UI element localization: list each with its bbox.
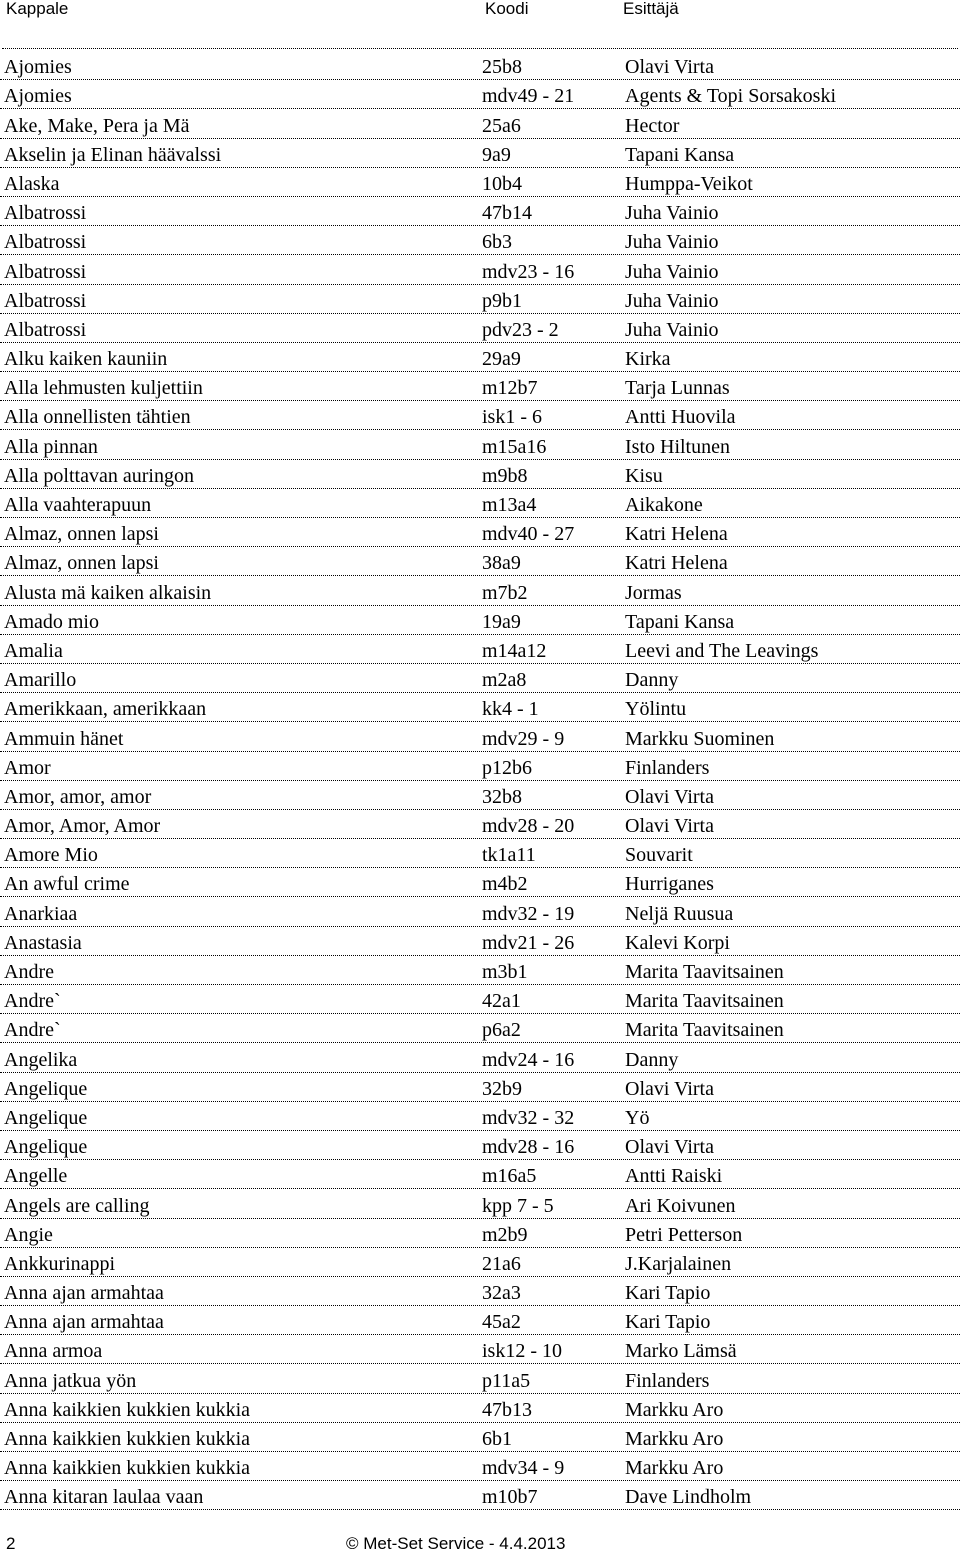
song-title: Albatrossi xyxy=(4,289,87,312)
song-title: Albatrossi xyxy=(4,202,87,225)
song-code: isk12 - 10 xyxy=(482,1340,562,1363)
table-row xyxy=(0,868,960,897)
artist-name: Markku Aro xyxy=(625,1398,724,1421)
copyright: © Met-Set Service - 4.4.2013 xyxy=(346,1534,566,1553)
song-code: m10b7 xyxy=(482,1486,538,1509)
header-divider xyxy=(2,48,958,49)
artist-name: Yölintu xyxy=(625,698,687,721)
artist-name: Hurriganes xyxy=(625,873,714,896)
artist-name: Katri Helena xyxy=(625,523,728,546)
song-code: mdv40 - 27 xyxy=(482,523,575,546)
artist-name: Jormas xyxy=(625,581,682,604)
artist-name: Neljä Ruusua xyxy=(625,902,734,925)
artist-name: Juha Vainio xyxy=(625,318,719,341)
song-title: Anastasia xyxy=(4,931,82,954)
table-row xyxy=(0,1160,960,1189)
song-code: 32a3 xyxy=(482,1282,521,1305)
artist-name: Souvarit xyxy=(625,844,693,867)
song-title: Ankkurinappi xyxy=(4,1252,116,1275)
song-title: Alla polttavan auringon xyxy=(4,464,194,487)
song-title: Ake, Make, Pera ja Mä xyxy=(4,114,190,137)
song-title: Amore Mio xyxy=(4,844,98,867)
table-row xyxy=(0,255,960,284)
artist-name: Kari Tapio xyxy=(625,1282,711,1305)
song-title: Anna kaikkien kukkien kukkia xyxy=(4,1428,251,1450)
table-row xyxy=(0,1335,960,1364)
table-row xyxy=(0,460,960,489)
table-row xyxy=(0,489,960,518)
artist-name: Juha Vainio xyxy=(625,289,719,312)
song-code: m16a5 xyxy=(482,1165,537,1188)
table-row xyxy=(0,576,960,605)
table-row xyxy=(0,1481,960,1510)
song-title: Anna armoa xyxy=(4,1340,103,1363)
table-row xyxy=(0,722,960,751)
artist-name: Yö xyxy=(625,1106,650,1129)
song-code: 6b1 xyxy=(482,1428,512,1450)
song-code: 19a9 xyxy=(482,610,521,633)
table-row xyxy=(0,1219,960,1248)
table-row xyxy=(0,197,960,226)
song-title: Ammuin hänet xyxy=(4,727,124,750)
table-row xyxy=(0,1248,960,1277)
table-row xyxy=(0,1423,960,1452)
artist-name: Juha Vainio xyxy=(625,202,719,225)
artist-name: Olavi Virta xyxy=(625,56,714,79)
table-row xyxy=(0,1102,960,1131)
artist-name: Olavi Virta xyxy=(625,785,714,808)
song-code: 29a9 xyxy=(482,348,521,371)
song-title: Angelique xyxy=(4,1106,88,1129)
artist-name: Ari Koivunen xyxy=(625,1194,736,1217)
artist-name: Dave Lindholm xyxy=(625,1486,752,1509)
artist-name: Antti Raiski xyxy=(625,1165,723,1188)
artist-name: Olavi Virta xyxy=(625,815,714,838)
song-code: m15a16 xyxy=(482,435,547,458)
artist-name: Tapani Kansa xyxy=(625,143,735,166)
song-code: 47b14 xyxy=(482,202,532,225)
song-code: mdv32 - 32 xyxy=(482,1106,575,1129)
artist-name: Kalevi Korpi xyxy=(625,931,730,954)
song-title: Almaz, onnen lapsi xyxy=(4,523,159,546)
song-title: Alusta mä kaiken alkaisin xyxy=(4,581,212,604)
song-title: Angelle xyxy=(4,1165,68,1188)
table-row xyxy=(0,752,960,781)
song-title: Anna kaikkien kukkien kukkia xyxy=(4,1457,251,1480)
song-code: mdv24 - 16 xyxy=(482,1048,575,1071)
song-code: 38a9 xyxy=(482,552,521,575)
song-title: Almaz, onnen lapsi xyxy=(4,552,159,575)
song-list xyxy=(0,51,960,1510)
song-title: Andre` xyxy=(4,990,61,1013)
song-code: m4b2 xyxy=(482,873,528,896)
song-code: p11a5 xyxy=(482,1369,531,1392)
table-row xyxy=(0,109,960,138)
table-row xyxy=(0,927,960,956)
table-row xyxy=(0,1131,960,1160)
table-row xyxy=(0,1014,960,1043)
artist-name: Juha Vainio xyxy=(625,260,719,283)
song-title: Angelique xyxy=(4,1136,88,1159)
song-code: 32b9 xyxy=(482,1077,522,1100)
table-row xyxy=(0,635,960,664)
song-code: mdv21 - 26 xyxy=(482,931,575,954)
song-code: p6a2 xyxy=(482,1019,521,1042)
song-code: 47b13 xyxy=(482,1398,532,1421)
song-title: Alla pinnan xyxy=(4,435,98,458)
artist-name: Markku Aro xyxy=(625,1457,724,1480)
table-row xyxy=(0,314,960,343)
song-title: Amor, Amor, Amor xyxy=(4,815,161,838)
table-row xyxy=(0,139,960,168)
song-code: mdv32 - 19 xyxy=(482,902,575,925)
song-code: p12b6 xyxy=(482,756,532,779)
song-code: pdv23 - 2 xyxy=(482,318,559,341)
song-title: Amado mio xyxy=(4,610,99,633)
table-row xyxy=(0,897,960,926)
artist-name: Marko Lämsä xyxy=(625,1340,737,1363)
table-row xyxy=(0,781,960,810)
artist-name: Finlanders xyxy=(625,756,710,779)
song-title: Anarkiaa xyxy=(4,902,78,925)
song-code: m2a8 xyxy=(482,669,527,692)
table-row xyxy=(0,372,960,401)
song-title: Ajomies xyxy=(4,85,72,108)
table-row xyxy=(0,430,960,459)
song-title: Albatrossi xyxy=(4,260,87,283)
song-code: mdv28 - 20 xyxy=(482,815,575,838)
song-title: Albatrossi xyxy=(4,231,87,254)
song-code: m3b1 xyxy=(482,961,528,983)
artist-name: Markku Aro xyxy=(625,1428,724,1450)
table-row xyxy=(0,518,960,547)
artist-name: Tapani Kansa xyxy=(625,610,735,633)
table-row xyxy=(0,1364,960,1393)
table-row xyxy=(0,606,960,635)
song-code: mdv34 - 9 xyxy=(482,1457,565,1480)
song-title: Alaska xyxy=(4,172,60,195)
artist-name: Humppa-Veikot xyxy=(625,172,753,195)
song-code: m9b8 xyxy=(482,464,528,487)
table-row xyxy=(0,956,960,985)
table-row xyxy=(0,168,960,197)
artist-name: Markku Suominen xyxy=(625,727,775,750)
song-code: m7b2 xyxy=(482,581,528,604)
table-row xyxy=(0,985,960,1014)
table-row xyxy=(0,1277,960,1306)
table-row xyxy=(0,343,960,372)
table-row xyxy=(0,1189,960,1218)
header-song: Kappale xyxy=(6,0,69,18)
table-row xyxy=(0,810,960,839)
song-title: Amalia xyxy=(4,639,63,662)
song-title: Anna ajan armahtaa xyxy=(4,1282,164,1305)
artist-name: Olavi Virta xyxy=(625,1136,714,1159)
column-header xyxy=(0,0,960,22)
table-row xyxy=(0,1043,960,1072)
song-code: 21a6 xyxy=(482,1252,521,1275)
table-row xyxy=(0,1452,960,1481)
artist-name: Antti Huovila xyxy=(625,406,736,429)
artist-name: Marita Taavitsainen xyxy=(625,961,784,983)
table-row xyxy=(0,664,960,693)
artist-name: Hector xyxy=(625,114,680,137)
song-code: 6b3 xyxy=(482,231,512,254)
song-title: Anna kaikkien kukkien kukkia xyxy=(4,1398,251,1421)
song-title: Alku kaiken kauniin xyxy=(4,348,168,371)
artist-name: Marita Taavitsainen xyxy=(625,990,784,1013)
artist-name: Kisu xyxy=(625,464,663,487)
header-code: Koodi xyxy=(485,0,529,18)
artist-name: Kari Tapio xyxy=(625,1311,711,1334)
artist-name: Danny xyxy=(625,1048,679,1071)
song-title: Alla vaahterapuun xyxy=(4,494,152,516)
table-row xyxy=(0,401,960,430)
song-code: 9a9 xyxy=(482,143,511,166)
artist-name: Danny xyxy=(625,669,679,692)
song-title: Amor xyxy=(4,756,51,779)
artist-name: Olavi Virta xyxy=(625,1077,714,1100)
song-code: p9b1 xyxy=(482,289,522,312)
artist-name: Juha Vainio xyxy=(625,231,719,254)
song-code: 42a1 xyxy=(482,990,521,1013)
table-row xyxy=(0,1306,960,1335)
song-code: mdv29 - 9 xyxy=(482,727,565,750)
song-code: m2b9 xyxy=(482,1223,528,1246)
artist-name: Marita Taavitsainen xyxy=(625,1019,784,1042)
song-title: Akselin ja Elinan häävalssi xyxy=(4,143,222,166)
song-code: 25b8 xyxy=(482,56,522,79)
artist-name: Tarja Lunnas xyxy=(625,377,730,400)
song-title: Angie xyxy=(4,1223,53,1246)
artist-name: Aikakone xyxy=(625,494,703,516)
song-title: Alla onnellisten tähtien xyxy=(4,406,191,429)
table-row xyxy=(0,226,960,255)
song-title: Andre` xyxy=(4,1019,61,1042)
song-title: Albatrossi xyxy=(4,318,87,341)
header-artist: Esittäjä xyxy=(623,0,679,18)
page-number: 2 xyxy=(6,1534,16,1553)
artist-name: J.Karjalainen xyxy=(625,1252,732,1275)
table-row xyxy=(0,285,960,314)
table-row xyxy=(0,1073,960,1102)
song-code: 45a2 xyxy=(482,1311,521,1334)
song-title: Ajomies xyxy=(4,56,72,79)
song-title: Angelique xyxy=(4,1077,88,1100)
artist-name: Finlanders xyxy=(625,1369,710,1392)
song-code: 10b4 xyxy=(482,172,522,195)
song-title: Anna jatkua yön xyxy=(4,1369,137,1392)
artist-name: Isto Hiltunen xyxy=(625,435,730,458)
artist-name: Kirka xyxy=(625,348,671,371)
song-code: tk1a11 xyxy=(482,844,536,867)
table-row xyxy=(0,547,960,576)
song-code: 32b8 xyxy=(482,785,522,808)
song-code: m14a12 xyxy=(482,639,547,662)
song-title: An awful crime xyxy=(4,873,130,896)
table-row xyxy=(0,693,960,722)
song-title: Angelika xyxy=(4,1048,78,1071)
artist-name: Agents & Topi Sorsakoski xyxy=(625,85,837,108)
table-row xyxy=(0,51,960,80)
song-code: kk4 - 1 xyxy=(482,698,539,721)
song-title: Anna ajan armahtaa xyxy=(4,1311,164,1334)
song-title: Amarillo xyxy=(4,669,77,692)
table-row xyxy=(0,839,960,868)
song-code: m13a4 xyxy=(482,494,537,516)
artist-name: Leevi and The Leavings xyxy=(625,639,819,662)
song-code: mdv49 - 21 xyxy=(482,85,575,108)
song-title: Angels are calling xyxy=(4,1194,150,1217)
song-code: 25a6 xyxy=(482,114,521,137)
song-title: Amor, amor, amor xyxy=(4,785,152,808)
song-code: mdv23 - 16 xyxy=(482,260,575,283)
song-title: Alla lehmusten kuljettiin xyxy=(4,377,203,400)
song-code: kpp 7 - 5 xyxy=(482,1194,554,1217)
song-title: Andre xyxy=(4,961,54,983)
table-row xyxy=(0,80,960,109)
song-code: isk1 - 6 xyxy=(482,406,542,429)
artist-name: Katri Helena xyxy=(625,552,728,575)
song-code: m12b7 xyxy=(482,377,538,400)
song-code: mdv28 - 16 xyxy=(482,1136,575,1159)
page-footer xyxy=(0,1534,960,1554)
song-title: Anna kitaran laulaa vaan xyxy=(4,1486,204,1509)
artist-name: Petri Petterson xyxy=(625,1223,743,1246)
song-title: Amerikkaan, amerikkaan xyxy=(4,698,207,721)
table-row xyxy=(0,1394,960,1423)
